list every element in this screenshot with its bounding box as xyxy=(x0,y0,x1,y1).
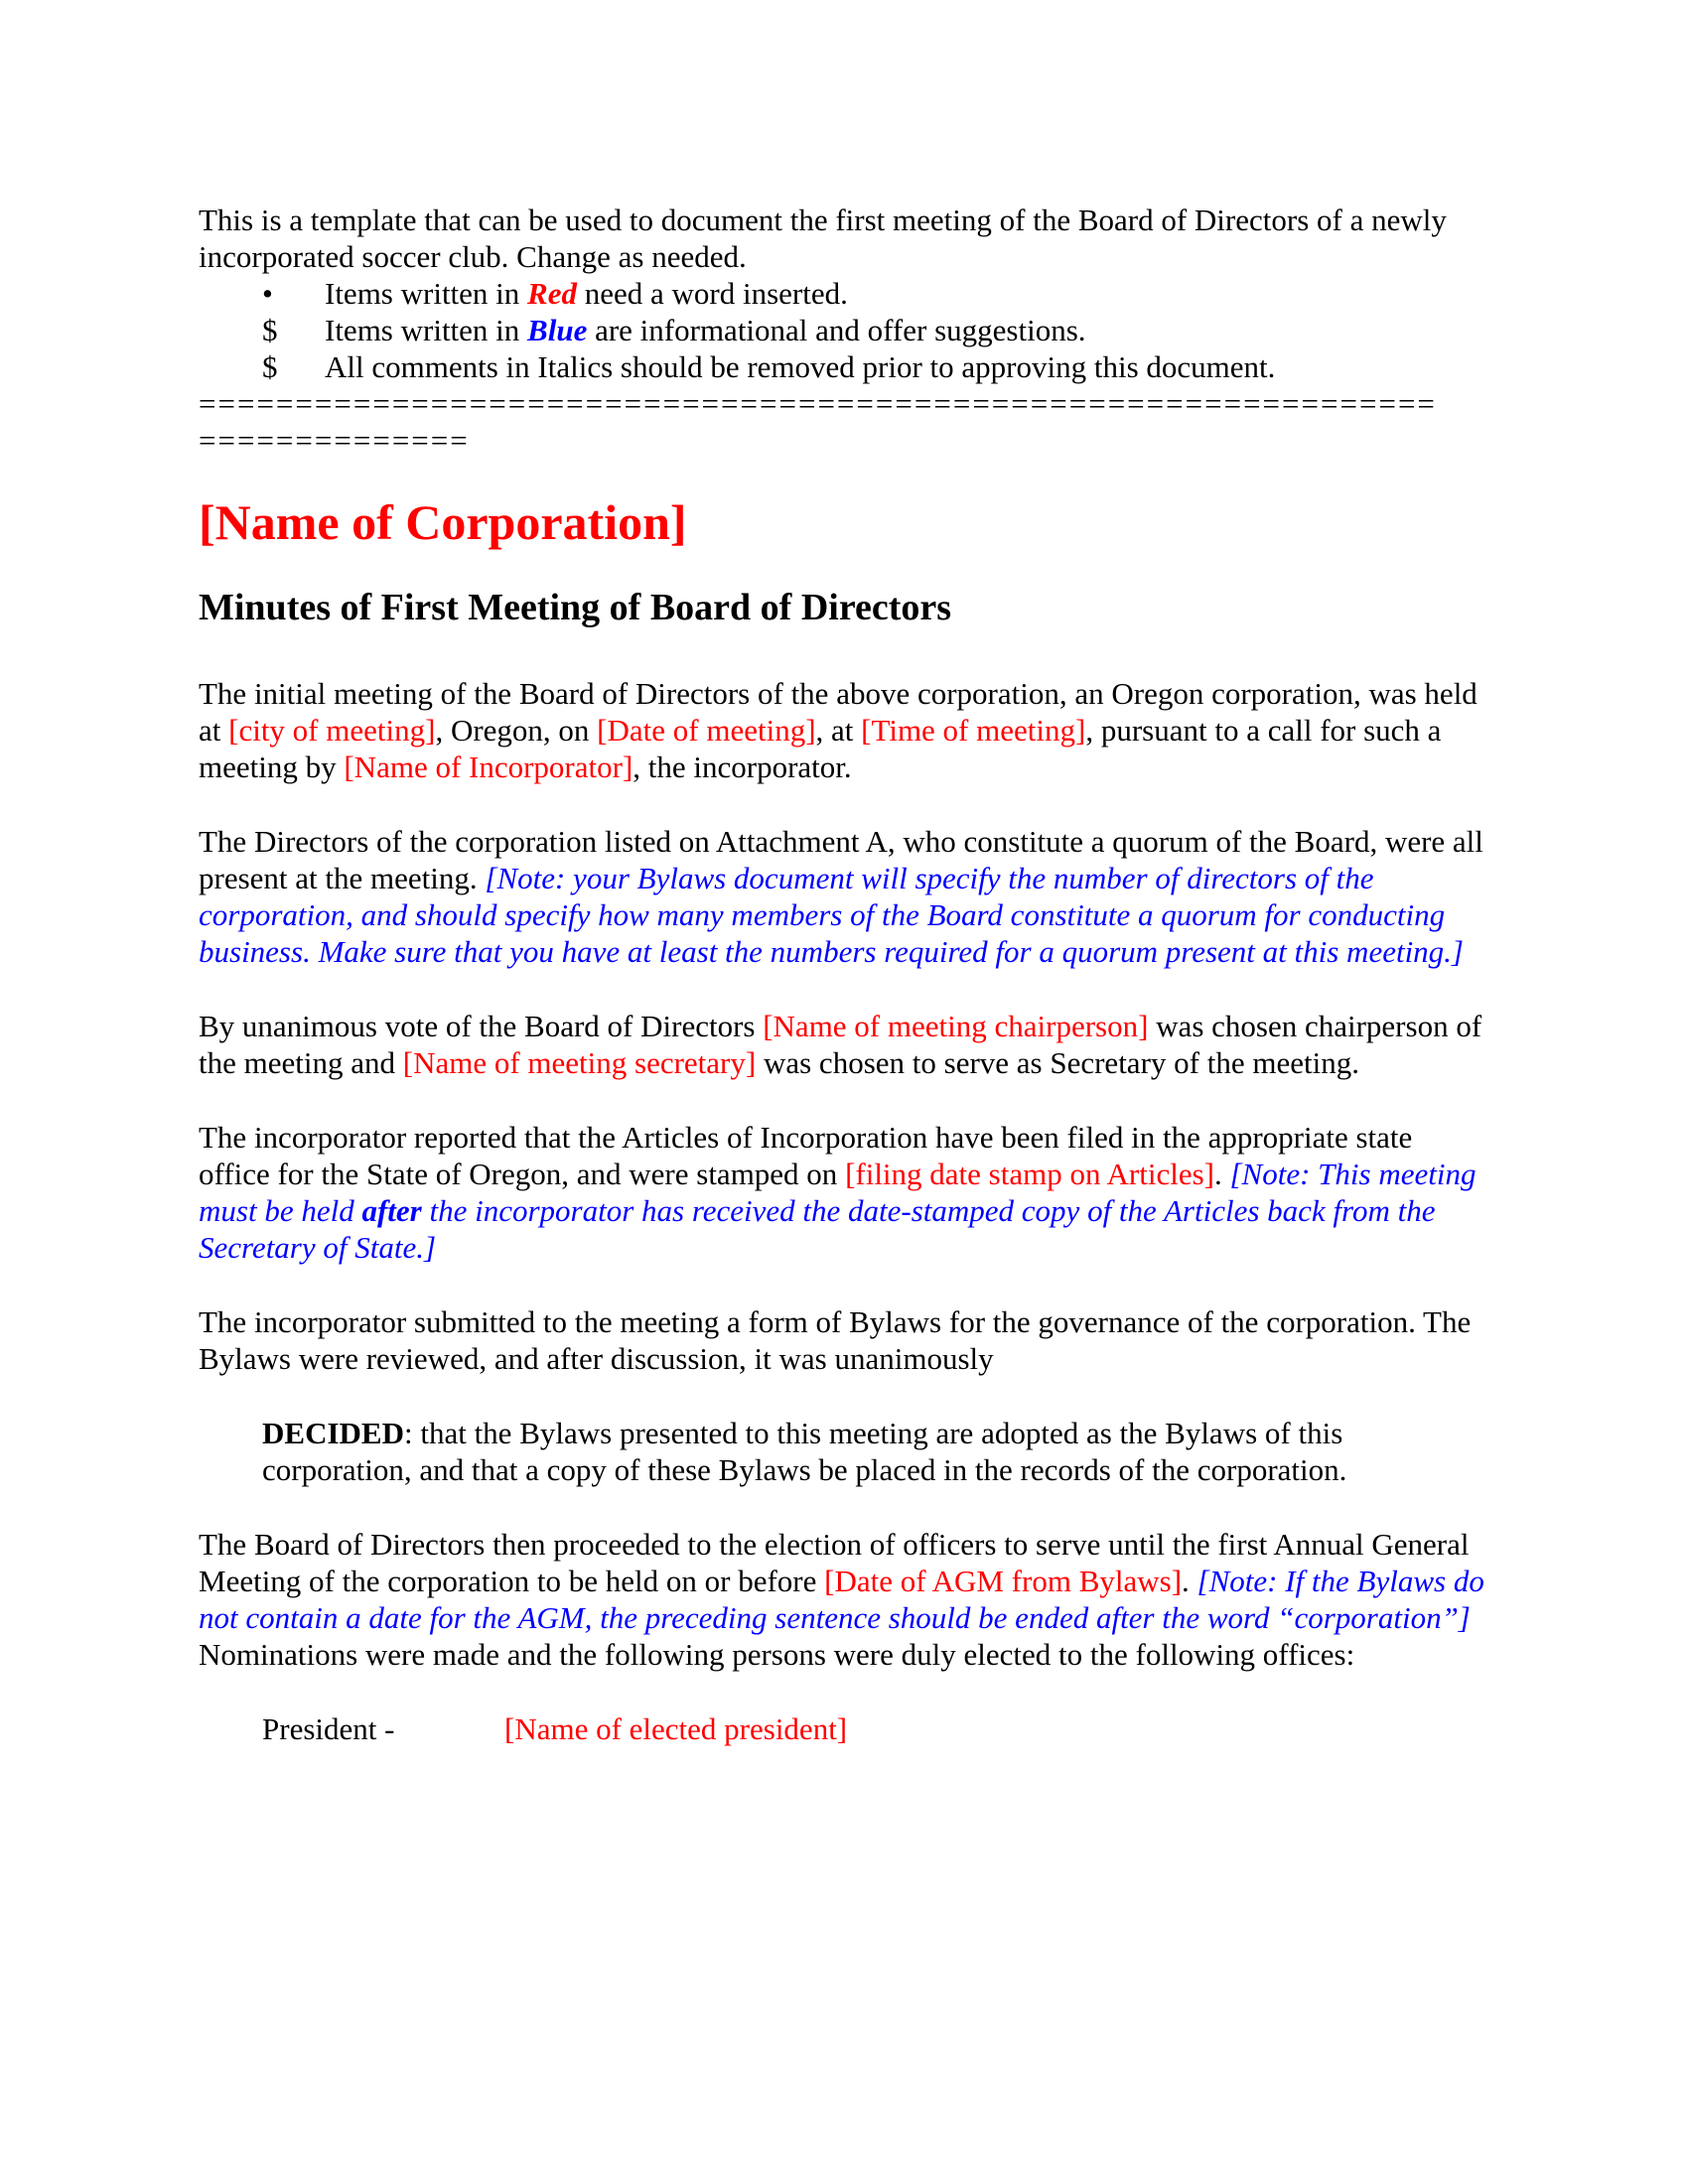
dollar-marker: $ xyxy=(262,313,278,347)
legend-item-red xyxy=(199,275,1489,312)
text-segment: Items written in xyxy=(325,276,528,311)
text-segment: : that the Bylaws presented to this meeting are adopted as the Bylaws of this corporation, and that a copy of these Bylaws be placed in the records of the corporation. xyxy=(262,1416,1347,1487)
officer-name-placeholder: [Name of elected president] xyxy=(504,1711,848,1746)
text-segment: The initial meeting of the Board of Directors of the above corporation, an Oregon corporation, was held at xyxy=(199,676,1477,748)
legend-item-blue xyxy=(199,312,1489,348)
corporation-name-heading: [Name of Corporation] xyxy=(199,494,687,550)
paragraph-directors-quorum xyxy=(199,823,1489,970)
separator-row-2: ============== xyxy=(199,423,470,458)
text-segment: [Time of meeting] xyxy=(861,713,1086,748)
text-segment: The Board of Directors then proceeded to the election of officers to serve until the first Annual General Meeting of the corporation to be held on or before xyxy=(199,1527,1470,1598)
paragraph-election xyxy=(199,1526,1489,1673)
paragraph-articles-filed xyxy=(199,1119,1489,1266)
text-segment: , at xyxy=(815,713,862,748)
separator xyxy=(199,385,1489,459)
text-segment: The incorporator submitted to the meeting a form of Bylaws for the governance of the corporation. The Bylaws were reviewed, and after discussion, it was unanimously xyxy=(199,1304,1472,1376)
intro-paragraph xyxy=(199,202,1489,275)
legend-item-text xyxy=(325,349,1275,384)
paragraph-bylaws-submitted xyxy=(199,1303,1489,1377)
text-segment: The Directors of the corporation listed on Attachment A, who constitute a quorum of the Board, were all present at the meeting. xyxy=(199,824,1483,895)
minutes-heading: Minutes of First Meeting of Board of Directors xyxy=(199,587,952,628)
officer-title-label: President - xyxy=(262,1711,395,1746)
legend-item-text xyxy=(325,313,1086,347)
text-segment: DECIDED xyxy=(262,1416,404,1450)
dollar-marker: $ xyxy=(262,349,278,384)
text-segment: , the incorporator. xyxy=(633,750,852,784)
text-segment: [Name of meeting chairperson] xyxy=(763,1009,1149,1043)
text-segment: , Oregon, on xyxy=(435,713,598,748)
text-segment: need a word inserted. xyxy=(576,276,848,311)
text-segment: , pursuant to a call for such a meeting by xyxy=(199,713,1442,784)
text-segment: [Note: your Bylaws document will specify the number of directors of the corporation, and should specify how many members of the Board constitute a quorum for conducting business. Make sure that you have at least the numbers required for a quorum present at this meeting.] xyxy=(199,861,1464,969)
text-segment: [Date of meeting] xyxy=(597,713,816,748)
bullet-marker: • xyxy=(262,276,273,311)
text-segment: was chosen to serve as Secretary of the meeting. xyxy=(756,1045,1359,1080)
officer-president-line xyxy=(262,1710,1489,1747)
legend-item-italics xyxy=(199,348,1489,385)
text-segment: [Name of Incorporator] xyxy=(344,750,633,784)
text-segment: was chosen chairperson of the meeting and xyxy=(199,1009,1482,1080)
paragraph-meeting-details xyxy=(199,675,1489,785)
text-segment: [Note: If the Bylaws do not contain a date for the AGM, the preceding sentence should be ended after the word “corporation”] xyxy=(199,1564,1484,1635)
text-segment: Items written in xyxy=(325,313,528,347)
paragraph-chairperson xyxy=(199,1008,1489,1081)
paragraph-decided xyxy=(262,1415,1360,1488)
text-segment: [Date of AGM from Bylaws] xyxy=(824,1564,1183,1598)
text-segment: [city of meeting] xyxy=(228,713,436,748)
text-segment: are informational and offer suggestions. xyxy=(587,313,1086,347)
text-segment: Blue xyxy=(527,313,588,347)
text-segment: By unanimous vote of the Board of Directors xyxy=(199,1009,764,1043)
text-segment: [filing date stamp on Articles] xyxy=(845,1157,1214,1191)
text-segment: This is a template that can be used to document the first meeting of the Board of Directors of a newly incorporated soccer club. Change as needed. xyxy=(199,203,1447,274)
legend-list xyxy=(199,275,1489,385)
text-segment: the incorporator has received the date-stamped copy of the Articles back from the Secretary of State.] xyxy=(199,1193,1436,1265)
text-segment: after xyxy=(361,1193,422,1228)
text-segment: [Name of meeting secretary] xyxy=(402,1045,757,1080)
text-segment: . xyxy=(1182,1564,1197,1598)
text-segment: Nominations were made and the following persons were duly elected to the following offices: xyxy=(199,1637,1355,1672)
text-segment: Red xyxy=(527,276,577,311)
separator-row-1: ================================================================ xyxy=(199,386,1437,421)
text-segment: [Note: This meeting must be held xyxy=(199,1157,1477,1228)
legend-item-text xyxy=(325,276,848,311)
text-segment: The incorporator reported that the Articles of Incorporation have been filed in the appropriate state office for the State of Oregon, and were stamped on xyxy=(199,1120,1413,1191)
text-segment: All comments in Italics should be removed prior to approving this document. xyxy=(325,349,1276,384)
text-segment: . xyxy=(1213,1157,1230,1191)
